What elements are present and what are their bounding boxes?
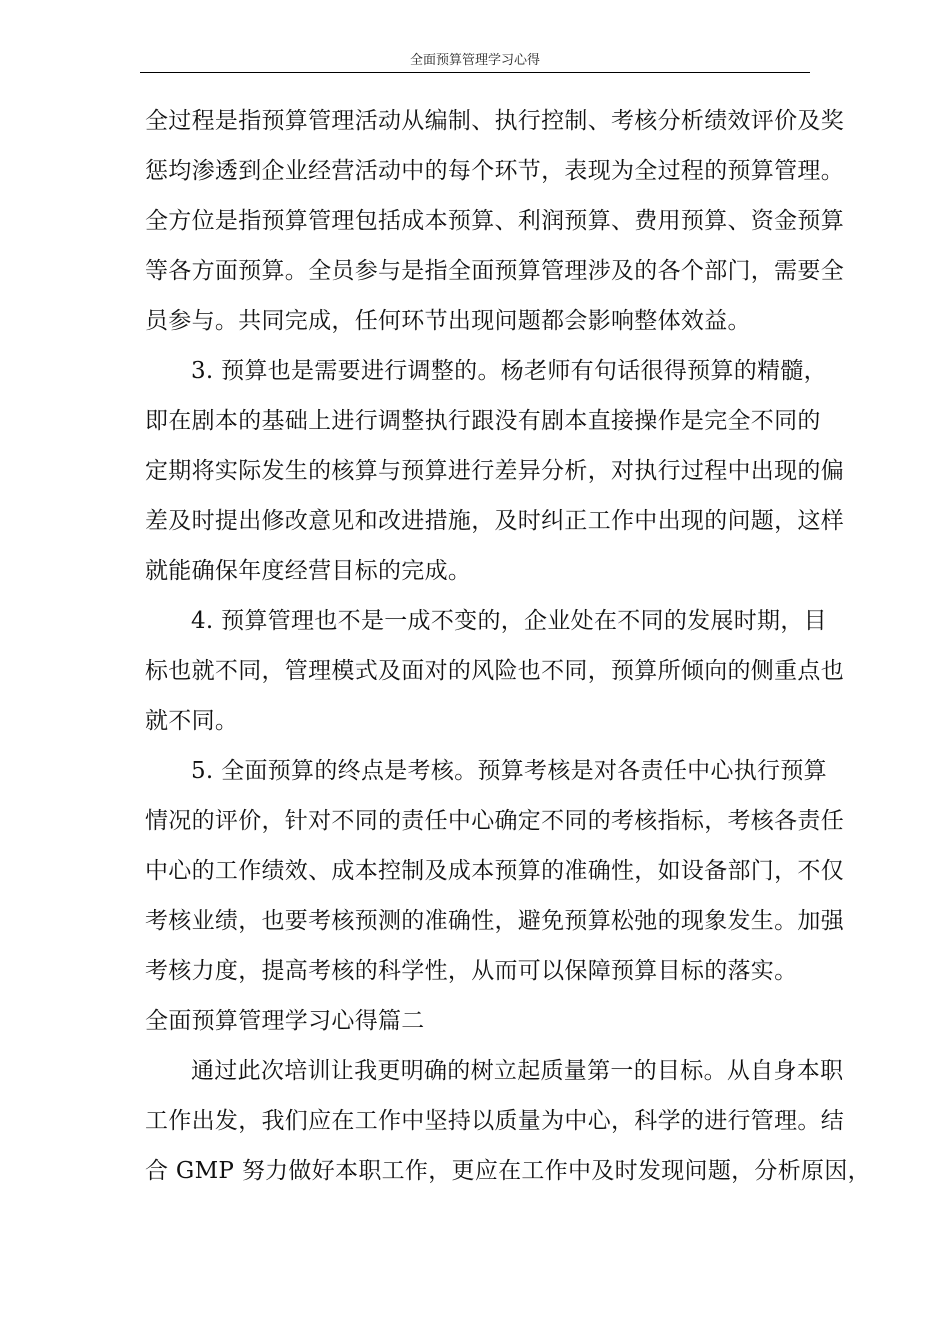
text-line: 通过此次培训让我更明确的树立起质量第一的目标。从自身本职 xyxy=(191,1058,844,1084)
text-line: 等各方面预算。全员参与是指全面预算管理涉及的各个部门，需要全 xyxy=(145,258,844,284)
text-line: 差及时提出修改意见和改进措施，及时纠正工作中出现的问题，这样 xyxy=(145,508,844,534)
text-line: 定期将实际发生的核算与预算进行差异分析，对执行过程中出现的偏 xyxy=(145,458,844,484)
text-line: 标也就不同，管理模式及面对的风险也不同，预算所倾向的侧重点也 xyxy=(145,658,844,684)
text-line: 即在剧本的基础上进行调整执行跟没有剧本直接操作是完全不同的 xyxy=(145,408,821,434)
text-line: 考核业绩，也要考核预测的准确性，避免预算松弛的现象发生。加强 xyxy=(145,908,844,934)
text-line: 就不同。 xyxy=(145,708,239,734)
text-line: 中心的工作绩效、成本控制及成本预算的准确性，如设备部门，不仅 xyxy=(145,858,844,884)
text-line: 全过程是指预算管理活动从编制、执行控制、考核分析绩效评价及奖 xyxy=(145,108,844,134)
text-line: 全方位是指预算管理包括成本预算、利润预算、费用预算、资金预算 xyxy=(145,208,844,234)
text-line: 3. 预算也是需要进行调整的。杨老师有句话很得预算的精髓， xyxy=(191,358,827,384)
text-line: 工作出发，我们应在工作中坚持以质量为中心，科学的进行管理。结 xyxy=(145,1108,844,1134)
text-line: 情况的评价，针对不同的责任中心确定不同的考核指标，考核各责任 xyxy=(145,808,844,834)
document-body xyxy=(145,96,871,1196)
text-line: 惩均渗透到企业经营活动中的每个环节，表现为全过程的预算管理。 xyxy=(145,158,844,184)
text-line: 就能确保年度经营目标的完成。 xyxy=(145,558,472,584)
page-header xyxy=(140,52,810,73)
text-line: 4. 预算管理也不是一成不变的，企业处在不同的发展时期，目 xyxy=(191,608,827,634)
section-heading: 全面预算管理学习心得篇二 xyxy=(145,1008,425,1034)
text-line: 合 GMP 努力做好本职工作，更应在工作中及时发现问题，分析原因， xyxy=(145,1158,871,1184)
text-line: 考核力度，提高考核的科学性，从而可以保障预算目标的落实。 xyxy=(145,958,798,984)
text-line: 5. 全面预算的终点是考核。预算考核是对各责任中心执行预算 xyxy=(191,758,827,784)
header-title: 全面预算管理学习心得 xyxy=(409,53,540,68)
text-line: 员参与。共同完成，任何环节出现问题都会影响整体效益。 xyxy=(145,308,751,334)
